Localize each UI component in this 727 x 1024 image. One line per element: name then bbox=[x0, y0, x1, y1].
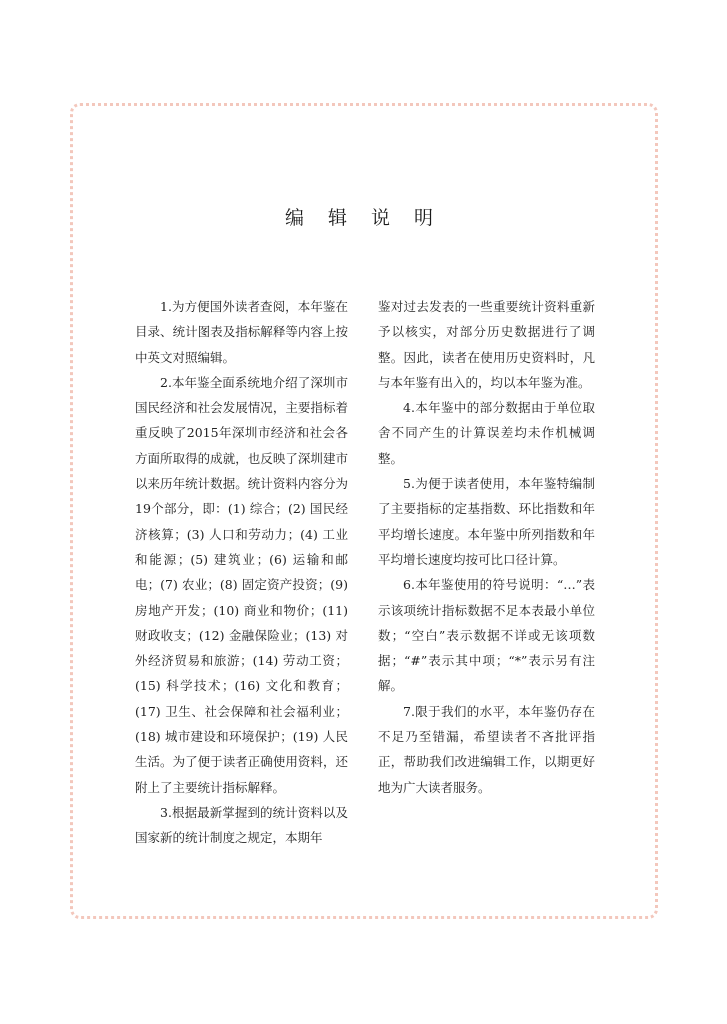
paragraph-7: 7.限于我们的水平，本年鉴仍存在不足乃至错漏，希望读者不吝批评指正，帮助我们改进编辑工作，以期更好地为广大读者服务。 bbox=[378, 703, 595, 795]
left-column bbox=[135, 294, 348, 851]
right-column bbox=[378, 294, 595, 800]
paragraph-2: 2.本年鉴全面系统地介绍了深圳市国民经济和社会发展情况，主要指标着重反映了2015年深圳市经济和社会各方面所取得的成就，也反映了深圳建市以来历年统计数据。统计资料内容分为19个部分，即：(1) 综合；(2) 国民经济核算；(3) 人口和劳动力；(4) 工业和能源；(5) 建筑业；(6) 运输和邮电；(7) 农业；(8) 固定资产投资；(9) 房地产开发；(10) 商业和物价；(11) 财政收支；(12) 金融保险业；(13) 对外经济贸易和旅游；(14) 劳动工资；(15) 科学技术；(16) 文化和教育；(17) 卫生、社会保障和社会福利业；(18) 城市建设和环境保护；(19) 人民生活。为了便于读者正确使用资料，还附上了主要统计指标解释。 bbox=[135, 374, 348, 795]
paragraph-3-continued: 鉴对过去发表的一些重要统计资料重新予以核实，对部分历史数据进行了调整。因此，读者在使用历史资料时，凡与本年鉴有出入的，均以本年鉴为准。 bbox=[378, 299, 595, 390]
paragraph-6: 6.本年鉴使用的符号说明：“…”表示该项统计指标数据不足本表最小单位数；“空白”表示数据不详或无该项数据；“#”表示其中项；“*”表示另有注解。 bbox=[378, 577, 595, 694]
page-title: 编 辑 说 明 bbox=[284, 207, 443, 229]
paragraph-1: 1.为方便国外读者查阅，本年鉴在目录、统计图表及指标解释等内容上按中英文对照编辑。 bbox=[135, 299, 348, 365]
paragraph-5: 5.为便于读者使用，本年鉴特编制了主要指标的定基指数、环比指数和年平均增长速度。本年鉴中所列指数和年平均增长速度均按可比口径计算。 bbox=[378, 476, 595, 567]
paragraph-4: 4.本年鉴中的部分数据由于单位取舍不同产生的计算误差均未作机械调整。 bbox=[378, 400, 595, 466]
paragraph-3-start: 3.根据最新掌握到的统计资料以及国家新的统计制度之规定，本期年 bbox=[135, 804, 348, 846]
